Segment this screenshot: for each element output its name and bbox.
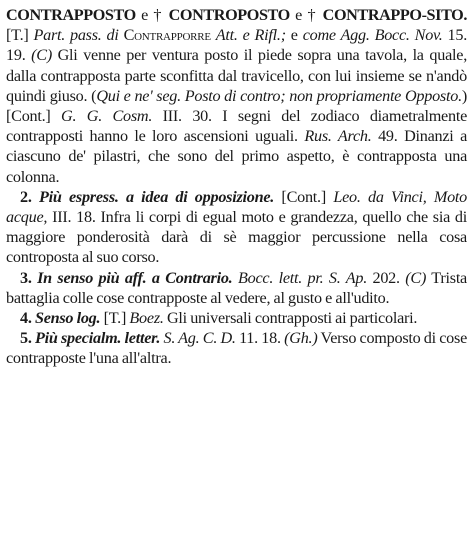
source-citation: Bocc. Nov. xyxy=(374,26,443,45)
sense-definition: Senso log. xyxy=(34,309,101,328)
variant-separator: e † xyxy=(135,6,169,24)
quotation-text: III. 18. Infra li corpi di egual moto e grandezza, quello che sia di maggiore ponderosità darà di sè maggior percussione nella cosa controposta al suo corso. xyxy=(6,208,467,267)
source-citation: Rus. Arch. xyxy=(304,127,372,146)
source-citation: Boez. xyxy=(129,309,164,328)
compiler-mark: (C) xyxy=(405,268,427,287)
quotation-text: Verso composto di cose contrapposte l'una all'altra. xyxy=(6,329,467,368)
entry-text: [Cont.] xyxy=(274,187,334,206)
sense-4 xyxy=(6,308,467,328)
entry-text: e xyxy=(285,26,303,45)
compiler-mark: (Gh.) xyxy=(284,329,318,348)
headword-variant: CONTROPOSTO xyxy=(168,6,290,24)
citation-number: 15. 19. xyxy=(6,26,468,65)
headword-variant: CONTRAPPO-SITO. xyxy=(322,6,468,24)
entry-text: ) [Cont.] xyxy=(6,86,468,126)
sense-5 xyxy=(6,328,467,368)
quotation-text: III. 30. I segni del zodiaco diametralmente contrapposti hanno le loro ascensioni uguali. xyxy=(6,107,468,146)
source-citation: S. Ag. C. D. xyxy=(163,329,236,348)
sense-number: 3. xyxy=(20,268,32,287)
sense-definition: Più espress. a idea di opposizione. xyxy=(38,187,275,206)
sense-number: 2. xyxy=(20,187,32,206)
compiler-mark: (C) xyxy=(31,46,52,65)
sense-number: 5. xyxy=(20,329,32,348)
grammar-note: come Agg. xyxy=(302,26,370,45)
quotation-text: Trista battaglia colle cose contrapposte al vedere, al gusto e all'udito. xyxy=(6,268,467,307)
citation-number: 11. 18. xyxy=(235,329,285,348)
quotation-text: Gli venne per ventura posto il piede sopra una tavola, la quale, dalla contrapposta parte sconfitta dal travicello, con lui insieme se n'andò quindi giuso. ( xyxy=(6,46,467,105)
sense-definition: Più specialm. letter. xyxy=(34,329,161,348)
source-citation: G. G. Cosm. xyxy=(61,107,153,126)
sense-number: 4. xyxy=(20,309,32,328)
source-citation: Leo. da Vinci, Moto acque, xyxy=(6,187,468,227)
dictionary-entry xyxy=(6,5,467,369)
citation-number: 202. xyxy=(367,268,406,287)
grammar-note: Att. e Rifl.; xyxy=(215,26,286,45)
usage-tag: [T.] xyxy=(6,26,34,45)
headword: CONTRAPPOSTO xyxy=(6,6,136,24)
source-citation: Bocc. lett. pr. S. Ap. xyxy=(237,268,368,287)
headword-paragraph xyxy=(6,5,467,187)
usage-tag: [T.] xyxy=(100,309,130,328)
quotation-text: 49. Dinanzi a ciascuno de' pilastri, che sono del primo aspetto, è contrapposta una colonna. xyxy=(6,127,468,186)
verb-reference: Contrapporre xyxy=(123,26,211,45)
part-of-speech: Part. pass. xyxy=(33,26,102,45)
sense-2 xyxy=(6,187,467,268)
quotation-text: Gli universali contrapposti ai particolari. xyxy=(163,309,418,328)
variant-separator: e † xyxy=(289,6,323,24)
sense-3 xyxy=(6,268,467,308)
sense-definition: In senso più aff. a Contrario. xyxy=(37,268,233,287)
derivation-text: di xyxy=(101,26,124,45)
editorial-note: Qui e ne' seg. Posto di contro; non propriamente Opposto. xyxy=(96,86,462,105)
